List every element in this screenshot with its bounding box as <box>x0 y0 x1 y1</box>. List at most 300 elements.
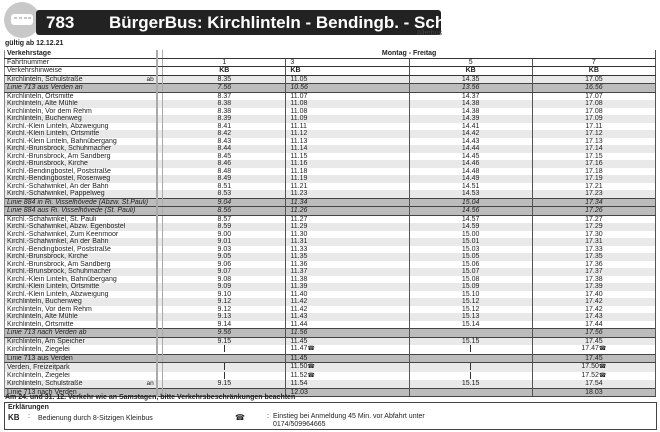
time-value: 14.49 <box>461 175 480 182</box>
trip-number: 7 <box>532 58 655 67</box>
stop-name <box>5 123 157 131</box>
stop-name <box>5 108 157 116</box>
departure-time <box>409 160 532 168</box>
time-value: 17.26 <box>585 207 603 214</box>
time-value: 15.06 <box>461 260 480 268</box>
operator-name: Allerbus <box>416 30 442 37</box>
departure-time <box>532 175 655 183</box>
stop-row <box>5 153 656 161</box>
connection-row <box>5 198 656 207</box>
stop-label: Kirchl.-Brunsbrock, Kirche <box>7 160 88 167</box>
connection-row <box>5 329 656 338</box>
stop-row <box>5 215 656 223</box>
stop-name <box>5 168 157 176</box>
stop-name <box>5 238 157 246</box>
departure-time <box>163 321 286 329</box>
time-value: 17.45 <box>585 354 603 362</box>
stop-row <box>5 261 656 269</box>
time-value: 9.05 <box>217 253 232 260</box>
departure-time <box>163 261 286 269</box>
departure-time <box>409 291 532 299</box>
departure-time <box>163 313 286 321</box>
stop-name <box>5 92 157 100</box>
stop-name <box>5 198 157 207</box>
departure-time <box>286 298 409 306</box>
stop-name <box>5 329 157 338</box>
time-value: 11.42 <box>290 298 308 305</box>
stop-row <box>5 138 656 146</box>
stop-name <box>5 207 157 216</box>
connection-row <box>5 207 656 216</box>
time-value: 16.56 <box>585 84 603 91</box>
trip-note: KB <box>532 67 655 76</box>
trip-note: KB <box>409 67 532 76</box>
time-value: 11.39 <box>290 283 308 290</box>
departure-time <box>286 100 409 108</box>
time-value: 15.10 <box>461 290 480 298</box>
time-value: 14.42 <box>461 130 480 137</box>
departure-time <box>286 261 409 269</box>
time-value: 11.18 <box>290 167 308 175</box>
time-value: 17.45 <box>585 337 603 345</box>
time-value: 9.15 <box>217 337 232 345</box>
stop-row <box>5 223 656 231</box>
departure-time <box>163 253 286 261</box>
time-value: 9.12 <box>217 305 232 313</box>
time-value: 14.37 <box>461 92 480 100</box>
no-stop-line <box>224 372 225 379</box>
departure-time <box>286 337 409 345</box>
stop-name <box>5 337 157 345</box>
time-value: 15.14 <box>461 320 480 328</box>
time-value: 14.59 <box>461 223 480 230</box>
departure-time <box>286 231 409 239</box>
departure-time <box>286 115 409 123</box>
departure-time <box>532 321 655 329</box>
departure-time <box>532 372 655 381</box>
timetable <box>4 50 656 397</box>
departure-time <box>163 215 286 223</box>
departure-time <box>286 183 409 191</box>
time-value: 11.38 <box>290 275 308 283</box>
time-value: 11.45 <box>290 354 308 362</box>
departure-time <box>532 313 655 321</box>
departure-time <box>286 207 409 216</box>
time-value: 15.07 <box>461 268 480 275</box>
time-value: 17.36 <box>585 260 603 268</box>
departure-time <box>409 100 532 108</box>
time-value: 9.01 <box>217 238 232 245</box>
time-value: 14.51 <box>461 182 480 190</box>
stop-label: Kirchlinteln, Ortsmitte <box>7 320 74 328</box>
time-value: 11.23 <box>290 190 308 197</box>
stop-name <box>5 231 157 239</box>
stop-name <box>5 261 157 269</box>
departure-time <box>409 183 532 191</box>
departure-time <box>532 268 655 276</box>
departure-time <box>532 115 655 123</box>
departure-time <box>286 153 409 161</box>
time-value: 11.47 <box>290 345 308 352</box>
stop-label: Kirchl.-Klein Linteln, Bahnübergang <box>7 137 117 145</box>
departure-time <box>286 160 409 168</box>
time-value: 14.39 <box>461 115 480 122</box>
stop-row <box>5 268 656 276</box>
route-title: BürgerBus: Kirchlinteln - Bendingb. - Schafw. - Kirchlinteln <box>109 13 587 32</box>
time-value: 15.01 <box>461 238 480 245</box>
departure-time <box>286 190 409 198</box>
trip-note: KB <box>163 67 286 76</box>
stop-row <box>5 337 656 345</box>
departure-time <box>409 123 532 131</box>
stop-label: Kirchl.-Schafwinkel, Zum Keenmoor <box>7 230 119 238</box>
departure-time <box>409 306 532 314</box>
departure-time <box>532 100 655 108</box>
departure-time <box>286 354 409 363</box>
stop-name <box>5 372 157 381</box>
time-value: 11.21 <box>290 182 308 190</box>
stop-label: Kirchl.-Schafwinkel, An der Bahn <box>7 238 109 245</box>
departure-time <box>163 283 286 291</box>
departure-time <box>286 345 409 354</box>
time-value: 17.09 <box>585 115 603 122</box>
phone-icon: ☎ <box>598 346 607 352</box>
departure-time <box>163 175 286 183</box>
stop-row <box>5 190 656 198</box>
departure-time <box>163 160 286 168</box>
stop-name <box>5 313 157 321</box>
time-value: 17.27 <box>585 215 603 223</box>
stop-name <box>5 291 157 299</box>
departure-time <box>409 175 532 183</box>
departure-time <box>286 388 409 397</box>
stop-label: Kirchlinteln, Ziegelei <box>7 345 70 353</box>
time-value: 18.03 <box>585 388 603 396</box>
stop-label: Kirchl.-Klein Linteln, Ortsmitte <box>7 283 100 290</box>
time-value: 17.05 <box>585 75 603 83</box>
time-value: 11.15 <box>290 152 308 160</box>
departure-time <box>163 363 286 372</box>
time-value: 17.15 <box>585 152 603 160</box>
departure-time <box>286 246 409 254</box>
stop-name <box>5 268 157 276</box>
departure-time <box>286 215 409 223</box>
legend-box <box>4 402 657 430</box>
departure-time <box>286 268 409 276</box>
legend-key-kb: KB <box>8 413 20 422</box>
stop-name <box>5 183 157 191</box>
departure-time <box>532 276 655 284</box>
time-value: 11.09 <box>290 115 308 122</box>
stop-row <box>5 276 656 284</box>
stop-row <box>5 115 656 123</box>
departure-time <box>163 276 286 284</box>
time-value: 14.38 <box>461 100 480 107</box>
valid-from: gültig ab 12.12.21 <box>5 40 64 47</box>
departure-time <box>409 215 532 223</box>
stop-row <box>5 123 656 131</box>
time-value: 8.38 <box>217 100 232 107</box>
connection-row <box>5 84 656 93</box>
departure-time <box>286 372 409 381</box>
departure-time <box>163 138 286 146</box>
departure-time <box>286 380 409 388</box>
holiday-note: Am 24. und 31. 12. Verkehr wie an Samstagen, bitte Verkehrsbeschränkungen beachten <box>5 394 296 401</box>
departure-time <box>532 138 655 146</box>
time-value: 9.03 <box>217 245 232 253</box>
notes-row <box>5 67 656 76</box>
time-value: 11.26 <box>290 207 308 214</box>
departure-time <box>163 291 286 299</box>
time-value: 17.12 <box>585 130 603 137</box>
time-value: 17.30 <box>585 230 603 238</box>
time-value: 15.12 <box>461 298 480 305</box>
departure-time <box>409 363 532 372</box>
time-value: 8.56 <box>217 207 232 214</box>
departure-time <box>409 75 532 84</box>
stop-name <box>5 215 157 223</box>
stop-name <box>5 345 157 354</box>
stop-label: Kirchl.-Schafwinkel, An der Bahn <box>7 182 109 190</box>
departure-time <box>286 306 409 314</box>
time-value: 11.37 <box>290 268 308 275</box>
departure-time <box>409 261 532 269</box>
stop-label: Kirchlinteln, Vor dem Rehm <box>7 305 92 313</box>
time-value: 11.52 <box>290 371 308 379</box>
stop-row <box>5 345 656 354</box>
time-value: 17.40 <box>585 290 603 298</box>
days-label: Verkehrstage <box>5 50 157 58</box>
departure-time <box>409 380 532 388</box>
stop-label: Verden, Freizeitpark <box>7 363 70 371</box>
departure-time <box>163 207 286 216</box>
stop-row <box>5 253 656 261</box>
no-stop-line <box>470 363 471 370</box>
departure-time <box>532 223 655 231</box>
departure-time <box>409 313 532 321</box>
time-value: 15.15 <box>461 380 480 387</box>
departure-time <box>532 291 655 299</box>
stop-name <box>5 276 157 284</box>
time-value: 15.09 <box>461 283 480 290</box>
time-value: 17.47 <box>581 345 599 352</box>
stop-label: Linie 884 in Ri. Visselhövede (Abzw. St.Pauli) <box>7 198 149 206</box>
time-value: 14.48 <box>461 167 480 175</box>
departure-time <box>409 223 532 231</box>
no-stop-line <box>470 345 471 352</box>
stop-row <box>5 372 656 381</box>
departure-time <box>163 246 286 254</box>
phone-icon: ☎ <box>598 372 607 379</box>
time-value: 17.18 <box>585 167 603 175</box>
stop-row <box>5 380 656 388</box>
departure-time <box>286 145 409 153</box>
stop-name <box>5 145 157 153</box>
time-value: 14.46 <box>461 160 480 167</box>
time-value: 17.19 <box>585 175 603 182</box>
phone-icon: ☎ <box>235 413 245 422</box>
time-value: 14.44 <box>461 145 480 152</box>
time-value: 8.35 <box>217 75 232 83</box>
stop-label: Kirchlinteln, Schulstraße <box>7 380 83 387</box>
time-value: 11.27 <box>290 215 308 223</box>
departure-time <box>163 100 286 108</box>
time-value: 17.21 <box>585 182 603 190</box>
departure-time <box>163 108 286 116</box>
stop-row <box>5 238 656 246</box>
departure-time <box>532 238 655 246</box>
stop-label: Kirchl.-Bendingbostel, Poststraße <box>7 245 111 253</box>
phone-icon: ☎ <box>307 372 315 379</box>
time-value: 11.40 <box>290 290 308 298</box>
time-value: 9.13 <box>217 313 232 320</box>
departure-time <box>409 246 532 254</box>
departure-time <box>409 372 532 381</box>
departure-time <box>409 198 532 207</box>
time-value: 15.08 <box>461 275 480 283</box>
departure-time <box>163 231 286 239</box>
time-value: 17.42 <box>585 305 603 313</box>
time-value: 17.07 <box>585 92 603 100</box>
time-value: 14.41 <box>461 122 480 130</box>
departure-time <box>532 160 655 168</box>
departure-time <box>286 108 409 116</box>
departure-time <box>163 268 286 276</box>
departure-time <box>163 223 286 231</box>
legend-colon: : <box>28 413 30 420</box>
departure-time <box>532 337 655 345</box>
departure-time <box>163 168 286 176</box>
route-number: 783 <box>46 13 75 32</box>
time-value: 12.03 <box>290 388 308 396</box>
time-value: 10.56 <box>290 84 308 91</box>
time-value: 14.43 <box>461 137 480 145</box>
time-value: 17.13 <box>585 137 603 145</box>
departure-time <box>409 84 532 93</box>
time-value: 11.54 <box>290 380 308 387</box>
arrival-departure-mark: an <box>146 380 154 387</box>
departure-time <box>409 145 532 153</box>
stop-row <box>5 130 656 138</box>
stop-row <box>5 321 656 329</box>
departure-time <box>532 363 655 372</box>
departure-time <box>163 354 286 363</box>
departure-time <box>163 123 286 131</box>
departure-time <box>532 168 655 176</box>
departure-time <box>409 321 532 329</box>
time-value: 8.45 <box>217 152 232 160</box>
time-value: 17.31 <box>585 238 603 245</box>
time-value: 11.13 <box>290 137 308 145</box>
legend-desc-phone: Einstieg bei Anmeldung 45 Min. vor Abfahrt unter 0174/509964665 <box>273 413 425 428</box>
time-value: 9.15 <box>217 380 232 387</box>
time-value: 9.10 <box>217 290 232 298</box>
stop-label: Linie 713 aus Verden an <box>7 84 83 91</box>
time-value: 17.35 <box>585 253 603 260</box>
stop-row <box>5 160 656 168</box>
stop-row <box>5 246 656 254</box>
time-value: 17.29 <box>585 223 603 230</box>
time-value: 14.45 <box>461 152 480 160</box>
departure-time <box>409 130 532 138</box>
departure-time <box>163 75 286 84</box>
stop-label: Kirchl.-Schafwinkel, Pappelweg <box>7 190 105 197</box>
departure-time <box>409 115 532 123</box>
departure-time <box>532 231 655 239</box>
departure-time <box>409 207 532 216</box>
stop-name <box>5 363 157 372</box>
stop-row <box>5 291 656 299</box>
stop-row <box>5 108 656 116</box>
departure-time <box>532 329 655 338</box>
time-value: 17.11 <box>585 122 603 130</box>
trip-note: KB <box>286 67 409 76</box>
departure-time <box>532 153 655 161</box>
stop-name <box>5 246 157 254</box>
stop-name <box>5 380 157 388</box>
time-value: 11.36 <box>290 260 308 268</box>
time-value: 17.23 <box>585 190 603 197</box>
time-value: 8.49 <box>217 175 232 182</box>
departure-time <box>532 253 655 261</box>
stop-name <box>5 130 157 138</box>
trip-number: 5 <box>409 58 532 67</box>
departure-time <box>286 313 409 321</box>
departure-time <box>532 75 655 84</box>
departure-time <box>286 198 409 207</box>
departure-time <box>532 354 655 363</box>
departure-time <box>286 130 409 138</box>
no-stop-line <box>224 363 225 370</box>
departure-time <box>286 168 409 176</box>
time-value: 11.50 <box>290 363 308 370</box>
stop-label: Linie 713 aus Verden <box>7 354 73 362</box>
legend-title: Erklärungen <box>8 404 49 411</box>
departure-time <box>409 298 532 306</box>
time-value: 17.33 <box>585 245 603 253</box>
stop-label: Kirchl.-Brunsbrock, Am Sandberg <box>7 152 111 160</box>
time-value: 8.46 <box>217 160 232 167</box>
time-value: 8.53 <box>217 190 232 197</box>
departure-time <box>286 276 409 284</box>
time-value: 15.13 <box>461 313 480 320</box>
stop-row <box>5 283 656 291</box>
stop-label: Kirchlinteln, Buchenweg <box>7 298 82 305</box>
departure-time <box>532 283 655 291</box>
stop-name <box>5 75 157 84</box>
time-value: 11.11 <box>290 122 307 130</box>
departure-time <box>409 283 532 291</box>
time-value: 17.38 <box>585 275 603 283</box>
time-value: 8.39 <box>217 115 232 122</box>
stop-label: Kirchl.-Schafwinkel, St. Pauli <box>7 215 97 223</box>
no-stop-line <box>224 345 225 352</box>
departure-time <box>532 84 655 93</box>
time-value: 9.07 <box>217 268 232 275</box>
legend-desc-kb: Bedienung durch 8-Sitzigen Kleinbus <box>38 415 153 422</box>
stop-label: Kirchl.-Klein Linteln, Abzweigung <box>7 290 109 298</box>
departure-time <box>286 238 409 246</box>
departure-time <box>163 306 286 314</box>
time-value: 11.08 <box>290 107 308 115</box>
time-value: 14.53 <box>461 190 480 197</box>
departure-time <box>163 372 286 381</box>
departure-time <box>163 380 286 388</box>
departure-time <box>286 138 409 146</box>
time-value: 15.04 <box>461 198 480 206</box>
stop-name <box>5 160 157 168</box>
stop-label: Kirchl.-Bendingbostel, Poststraße <box>7 167 111 175</box>
